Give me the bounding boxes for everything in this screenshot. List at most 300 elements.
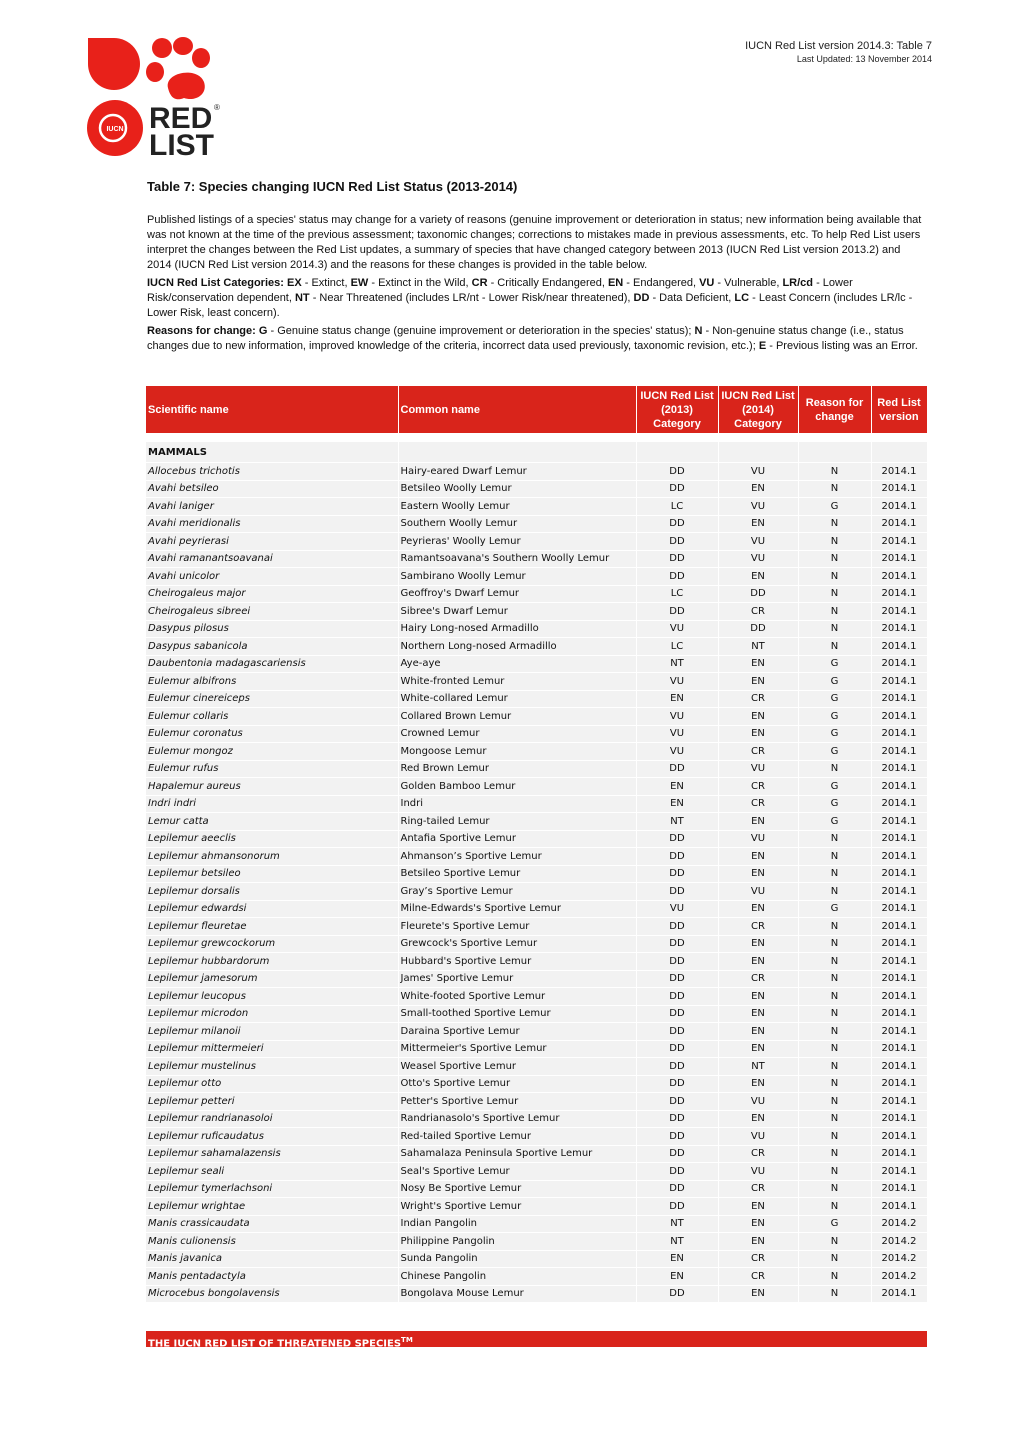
reason-cell: N	[798, 568, 871, 586]
category-2013-cell: DD	[636, 1285, 718, 1303]
category-2014-cell: CR	[718, 795, 798, 813]
version-cell: 2014.1	[871, 795, 927, 813]
common-name-cell: Petter's Sportive Lemur	[398, 1093, 636, 1111]
common-name-cell: Crowned Lemur	[398, 725, 636, 743]
category-2013-cell: DD	[636, 1180, 718, 1198]
category-2014-cell: EN	[718, 1005, 798, 1023]
scientific-name-cell: Lepilemur milanoii	[146, 1023, 398, 1041]
version-cell: 2014.1	[871, 1128, 927, 1146]
category-2014-cell: CR	[718, 918, 798, 936]
table-row	[146, 725, 927, 743]
scientific-name-cell: Lemur catta	[146, 813, 398, 831]
table-row	[146, 1198, 927, 1216]
reason-cell: G	[798, 690, 871, 708]
scientific-name-cell: Manis pentadactyla	[146, 1268, 398, 1286]
common-name-cell: Wright's Sportive Lemur	[398, 1198, 636, 1216]
version-cell: 2014.1	[871, 1040, 927, 1058]
category-2013-cell: DD	[636, 1163, 718, 1181]
scientific-name-cell: Avahi betsileo	[146, 480, 398, 498]
category-2013-cell: DD	[636, 1075, 718, 1093]
common-name-cell: Mongoose Lemur	[398, 743, 636, 761]
category-2014-cell: VU	[718, 550, 798, 568]
version-cell: 2014.1	[871, 603, 927, 621]
category-2014-cell: CR	[718, 690, 798, 708]
scientific-name-cell: Manis culionensis	[146, 1233, 398, 1251]
category-2014-cell: EN	[718, 813, 798, 831]
version-cell: 2014.1	[871, 585, 927, 603]
category-2014-cell: EN	[718, 935, 798, 953]
category-description: - Vulnerable,	[714, 277, 783, 289]
common-name-cell: Hairy Long-nosed Armadillo	[398, 620, 636, 638]
category-2013-cell: VU	[636, 620, 718, 638]
category-2013-cell: NT	[636, 1215, 718, 1233]
common-name-cell: Ring-tailed Lemur	[398, 813, 636, 831]
reason-cell: G	[798, 498, 871, 516]
table-row	[146, 900, 927, 918]
reason-cell: G	[798, 795, 871, 813]
version-cell: 2014.1	[871, 1163, 927, 1181]
category-2013-cell: DD	[636, 918, 718, 936]
category-2013-cell: DD	[636, 568, 718, 586]
scientific-name-cell: Eulemur coronatus	[146, 725, 398, 743]
table-row	[146, 1250, 927, 1268]
category-2014-cell: EN	[718, 1285, 798, 1303]
table-row	[146, 953, 927, 971]
category-2013-cell: DD	[636, 515, 718, 533]
version-cell: 2014.1	[871, 498, 927, 516]
version-cell: 2014.2	[871, 1250, 927, 1268]
reason-cell: N	[798, 953, 871, 971]
category-2014-cell: VU	[718, 760, 798, 778]
scientific-name-cell: Avahi peyrierasi	[146, 533, 398, 551]
table-row	[146, 1285, 927, 1303]
category-description: - Data Deficient,	[649, 292, 735, 304]
category-2013-cell: NT	[636, 1233, 718, 1251]
reason-cell: G	[798, 708, 871, 726]
scientific-name-cell: Lepilemur hubbardorum	[146, 953, 398, 971]
category-2013-cell: DD	[636, 848, 718, 866]
scientific-name-cell: Cheirogaleus major	[146, 585, 398, 603]
reason-cell: N	[798, 970, 871, 988]
reason-cell: N	[798, 1145, 871, 1163]
category-code: LR/cd	[782, 277, 814, 289]
version-cell: 2014.1	[871, 568, 927, 586]
common-name-cell: Hairy-eared Dwarf Lemur	[398, 463, 636, 481]
scientific-name-cell: Lepilemur dorsalis	[146, 883, 398, 901]
version-cell: 2014.1	[871, 953, 927, 971]
scientific-name-cell: Eulemur rufus	[146, 760, 398, 778]
table-row	[146, 1145, 927, 1163]
scientific-name-cell: Manis crassicaudata	[146, 1215, 398, 1233]
category-2013-cell: LC	[636, 585, 718, 603]
common-name-cell: White-footed Sportive Lemur	[398, 988, 636, 1006]
category-2014-cell: DD	[718, 585, 798, 603]
version-cell: 2014.1	[871, 883, 927, 901]
category-2014-cell: EN	[718, 1040, 798, 1058]
category-2013-cell: EN	[636, 778, 718, 796]
scientific-name-cell: Allocebus trichotis	[146, 463, 398, 481]
category-2014-cell: CR	[718, 1268, 798, 1286]
scientific-name-cell: Lepilemur mustelinus	[146, 1058, 398, 1076]
intro-text	[147, 213, 927, 357]
scientific-name-cell: Lepilemur grewcockorum	[146, 935, 398, 953]
category-2014-cell: CR	[718, 1180, 798, 1198]
table-row	[146, 865, 927, 883]
footer-banner	[146, 1331, 927, 1350]
category-description: - Extinct,	[301, 277, 351, 289]
category-2014-cell: EN	[718, 953, 798, 971]
version-cell: 2014.1	[871, 690, 927, 708]
common-name-cell: Philippine Pangolin	[398, 1233, 636, 1251]
category-2014-cell: EN	[718, 865, 798, 883]
category-2014-cell: VU	[718, 533, 798, 551]
category-2014-cell: EN	[718, 480, 798, 498]
version-cell: 2014.1	[871, 1093, 927, 1111]
scientific-name-cell: Lepilemur wrightae	[146, 1198, 398, 1216]
categories-legend	[147, 276, 927, 321]
category-description: - Lower Risk/conservation dependent,	[147, 277, 853, 304]
section-row	[146, 442, 927, 463]
reason-description: - Genuine status change (genuine improvement or deterioration in the species' status);	[267, 325, 695, 337]
category-2013-cell: DD	[636, 988, 718, 1006]
version-cell: 2014.1	[871, 1075, 927, 1093]
category-2014-cell: EN	[718, 1075, 798, 1093]
reason-cell: G	[798, 813, 871, 831]
category-2014-cell: CR	[718, 743, 798, 761]
table-row	[146, 1233, 927, 1251]
category-2014-cell: NT	[718, 1058, 798, 1076]
table-row	[146, 830, 927, 848]
common-name-cell: Geoffroy's Dwarf Lemur	[398, 585, 636, 603]
category-2013-cell: DD	[636, 970, 718, 988]
version-cell: 2014.2	[871, 1268, 927, 1286]
table-row	[146, 813, 927, 831]
scientific-name-cell: Lepilemur petteri	[146, 1093, 398, 1111]
scientific-name-cell: Lepilemur microdon	[146, 1005, 398, 1023]
reason-cell: G	[798, 778, 871, 796]
reason-cell: N	[798, 848, 871, 866]
table-row	[146, 918, 927, 936]
category-2013-cell: DD	[636, 1058, 718, 1076]
category-2014-cell: VU	[718, 1128, 798, 1146]
table-row	[146, 760, 927, 778]
common-name-cell: Collared Brown Lemur	[398, 708, 636, 726]
reason-code: N	[694, 325, 703, 337]
drop-shape	[88, 38, 140, 90]
table-row	[146, 935, 927, 953]
table-row	[146, 848, 927, 866]
common-name-cell: Seal's Sportive Lemur	[398, 1163, 636, 1181]
reason-cell: G	[798, 1215, 871, 1233]
common-name-cell: Weasel Sportive Lemur	[398, 1058, 636, 1076]
table-row	[146, 1075, 927, 1093]
category-2014-cell: EN	[718, 1215, 798, 1233]
reason-cell: N	[798, 988, 871, 1006]
category-2014-cell: EN	[718, 568, 798, 586]
common-name-cell: Sambirano Woolly Lemur	[398, 568, 636, 586]
version-cell: 2014.1	[871, 673, 927, 691]
version-cell: 2014.1	[871, 533, 927, 551]
table-row	[146, 970, 927, 988]
version-cell: 2014.1	[871, 830, 927, 848]
version-cell: 2014.1	[871, 463, 927, 481]
scientific-name-cell: Indri indri	[146, 795, 398, 813]
category-2013-cell: VU	[636, 725, 718, 743]
scientific-name-cell: Lepilemur betsileo	[146, 865, 398, 883]
trademark-mark: TM	[401, 1336, 413, 1344]
category-code: VU	[699, 277, 715, 289]
category-2014-cell: VU	[718, 498, 798, 516]
common-name-cell: James' Sportive Lemur	[398, 970, 636, 988]
common-name-cell: Grewcock's Sportive Lemur	[398, 935, 636, 953]
version-cell: 2014.1	[871, 515, 927, 533]
version-cell: 2014.1	[871, 620, 927, 638]
reason-cell: N	[798, 480, 871, 498]
category-2013-cell: DD	[636, 760, 718, 778]
scientific-name-cell: Lepilemur ruficaudatus	[146, 1128, 398, 1146]
reason-cell: N	[798, 463, 871, 481]
common-name-cell: Eastern Woolly Lemur	[398, 498, 636, 516]
category-2013-cell: DD	[636, 1023, 718, 1041]
category-2013-cell: NT	[636, 813, 718, 831]
category-2013-cell: DD	[636, 1198, 718, 1216]
scientific-name-cell: Hapalemur aureus	[146, 778, 398, 796]
red-list-logo-graphic	[86, 36, 226, 160]
common-name-cell: Betsileo Sportive Lemur	[398, 865, 636, 883]
paw-toe-2	[173, 37, 193, 55]
table-title: Table 7: Species changing IUCN Red List Status (2013-2014)	[147, 179, 518, 194]
version-cell: 2014.1	[871, 900, 927, 918]
species-status-table	[146, 386, 928, 1303]
table-row	[146, 533, 927, 551]
version-cell: 2014.1	[871, 655, 927, 673]
category-2013-cell: VU	[636, 900, 718, 918]
common-name-cell: Red Brown Lemur	[398, 760, 636, 778]
intro-paragraph: Published listings of a species' status may change for a variety of reasons (genuine improvement or deterioration in status; new information being available that was not known at the time of the previous assessment; taxonomic changes; corrections to mistakes made in previous assessments, etc. To help Red List users interpret the changes between the Red List updates, a summary of species that have changed category between 2013 (IUCN Red List version 2013.2) and 2014 (IUCN Red List version 2014.3) and the reasons for these changes is provided in the table below.	[147, 214, 922, 271]
category-2013-cell: NT	[636, 655, 718, 673]
category-2013-cell: DD	[636, 1005, 718, 1023]
table-row	[146, 743, 927, 761]
common-name-cell: Randrianasolo's Sportive Lemur	[398, 1110, 636, 1128]
paw-toe-4	[146, 62, 164, 82]
footer-text: THE IUCN RED LIST OF THREATENED SPECIES	[148, 1338, 402, 1350]
version-cell: 2014.1	[871, 1285, 927, 1303]
version-cell: 2014.1	[871, 1058, 927, 1076]
category-2014-cell: VU	[718, 883, 798, 901]
common-name-cell: Gray’s Sportive Lemur	[398, 883, 636, 901]
reason-cell: G	[798, 673, 871, 691]
category-2014-cell: CR	[718, 1145, 798, 1163]
version-cell: 2014.1	[871, 725, 927, 743]
category-2013-cell: VU	[636, 708, 718, 726]
table-row	[146, 550, 927, 568]
table-row	[146, 515, 927, 533]
reason-cell: N	[798, 1233, 871, 1251]
common-name-cell: Peyrieras' Woolly Lemur	[398, 533, 636, 551]
common-name-cell: Fleurete's Sportive Lemur	[398, 918, 636, 936]
reason-cell: N	[798, 1128, 871, 1146]
header-spacer-row	[146, 433, 927, 442]
common-name-cell: Golden Bamboo Lemur	[398, 778, 636, 796]
scientific-name-cell: Eulemur mongoz	[146, 743, 398, 761]
category-2014-cell: CR	[718, 778, 798, 796]
reasons-label: Reasons for change:	[147, 325, 256, 337]
reason-cell: G	[798, 725, 871, 743]
version-cell: 2014.1	[871, 865, 927, 883]
table-row	[146, 1023, 927, 1041]
reason-code: G	[258, 325, 268, 337]
category-2013-cell: LC	[636, 498, 718, 516]
category-2013-cell: DD	[636, 953, 718, 971]
table-row	[146, 480, 927, 498]
category-description: - Endangered,	[623, 277, 700, 289]
category-2014-cell: VU	[718, 830, 798, 848]
table-row	[146, 673, 927, 691]
scientific-name-cell: Eulemur collaris	[146, 708, 398, 726]
version-cell: 2014.1	[871, 743, 927, 761]
table-row	[146, 1040, 927, 1058]
version-cell: 2014.1	[871, 813, 927, 831]
common-name-cell: Bongolava Mouse Lemur	[398, 1285, 636, 1303]
reason-cell: N	[798, 585, 871, 603]
category-2013-cell: DD	[636, 533, 718, 551]
reason-cell: N	[798, 638, 871, 656]
category-2013-cell: VU	[636, 743, 718, 761]
category-2014-cell: EN	[718, 725, 798, 743]
scientific-name-cell: Lepilemur randrianasoloi	[146, 1110, 398, 1128]
table-header-row	[146, 386, 927, 433]
table-row	[146, 655, 927, 673]
paw-toe-3	[192, 48, 210, 68]
column-header: IUCN Red List (2014) Category	[718, 386, 798, 433]
version-cell: 2014.1	[871, 778, 927, 796]
scientific-name-cell: Lepilemur jamesorum	[146, 970, 398, 988]
category-2013-cell: DD	[636, 1110, 718, 1128]
reason-cell: N	[798, 760, 871, 778]
category-2013-cell: DD	[636, 1040, 718, 1058]
column-header: Reason for change	[798, 386, 871, 433]
reason-cell: N	[798, 935, 871, 953]
category-2013-cell: DD	[636, 883, 718, 901]
reason-cell: N	[798, 1005, 871, 1023]
scientific-name-cell: Avahi unicolor	[146, 568, 398, 586]
version-cell: 2014.1	[871, 1198, 927, 1216]
category-2014-cell: EN	[718, 988, 798, 1006]
common-name-cell: Northern Long-nosed Armadillo	[398, 638, 636, 656]
category-2013-cell: VU	[636, 673, 718, 691]
category-code: DD	[633, 292, 650, 304]
version-cell: 2014.2	[871, 1233, 927, 1251]
section-label: MAMMALS	[146, 442, 398, 463]
category-2013-cell: EN	[636, 795, 718, 813]
category-code: LC	[734, 292, 750, 304]
category-2013-cell: EN	[636, 1268, 718, 1286]
common-name-cell: Sahamalaza Peninsula Sportive Lemur	[398, 1145, 636, 1163]
common-name-cell: Betsileo Woolly Lemur	[398, 480, 636, 498]
table-row	[146, 690, 927, 708]
category-description: - Extinct in the Wild,	[368, 277, 472, 289]
reasons-legend	[147, 324, 927, 354]
reason-cell: N	[798, 1250, 871, 1268]
category-2014-cell: EN	[718, 708, 798, 726]
category-code: NT	[294, 292, 310, 304]
scientific-name-cell: Microcebus bongolavensis	[146, 1285, 398, 1303]
version-cell: 2014.1	[871, 1023, 927, 1041]
scientific-name-cell: Lepilemur tymerlachsoni	[146, 1180, 398, 1198]
common-name-cell: Otto's Sportive Lemur	[398, 1075, 636, 1093]
category-2014-cell: EN	[718, 655, 798, 673]
scientific-name-cell: Manis javanica	[146, 1250, 398, 1268]
category-2014-cell: EN	[718, 515, 798, 533]
version-cell: 2014.1	[871, 970, 927, 988]
scientific-name-cell: Daubentonia madagascariensis	[146, 655, 398, 673]
category-2014-cell: CR	[718, 603, 798, 621]
scientific-name-cell: Dasypus pilosus	[146, 620, 398, 638]
table-row	[146, 1110, 927, 1128]
table-row	[146, 498, 927, 516]
version-cell: 2014.1	[871, 1145, 927, 1163]
column-header: IUCN Red List (2013) Category	[636, 386, 718, 433]
version-cell: 2014.1	[871, 480, 927, 498]
common-name-cell: Small-toothed Sportive Lemur	[398, 1005, 636, 1023]
scientific-name-cell: Lepilemur mittermeieri	[146, 1040, 398, 1058]
category-code: CR	[471, 277, 488, 289]
table-row	[146, 568, 927, 586]
category-description: - Least Concern (includes LR/lc - Lower Risk, least concern).	[147, 292, 913, 319]
reason-cell: N	[798, 865, 871, 883]
version-cell: 2014.1	[871, 1005, 927, 1023]
category-description: - Critically Endangered,	[487, 277, 608, 289]
table-row	[146, 585, 927, 603]
common-name-cell: Chinese Pangolin	[398, 1268, 636, 1286]
common-name-cell: Aye-aye	[398, 655, 636, 673]
common-name-cell: Sibree's Dwarf Lemur	[398, 603, 636, 621]
scientific-name-cell: Lepilemur sahamalazensis	[146, 1145, 398, 1163]
reason-cell: N	[798, 1075, 871, 1093]
reason-cell: N	[798, 515, 871, 533]
category-2013-cell: EN	[636, 1250, 718, 1268]
reason-cell: N	[798, 603, 871, 621]
common-name-cell: Mittermeier's Sportive Lemur	[398, 1040, 636, 1058]
last-updated-date: Last Updated: 13 November 2014	[796, 54, 932, 64]
common-name-cell: Red-tailed Sportive Lemur	[398, 1128, 636, 1146]
category-2014-cell: EN	[718, 848, 798, 866]
scientific-name-cell: Cheirogaleus sibreei	[146, 603, 398, 621]
scientific-name-cell: Lepilemur leucopus	[146, 988, 398, 1006]
version-cell: 2014.1	[871, 935, 927, 953]
category-2014-cell: EN	[718, 1233, 798, 1251]
common-name-cell: Milne-Edwards's Sportive Lemur	[398, 900, 636, 918]
scientific-name-cell: Avahi meridionalis	[146, 515, 398, 533]
category-2013-cell: DD	[636, 480, 718, 498]
common-name-cell: Nosy Be Sportive Lemur	[398, 1180, 636, 1198]
reason-description: - Non-genuine status change (i.e., status changes due to new information, improved knowledge of the criteria, incorrect data used previously, taxonomic revision, etc.);	[147, 325, 904, 352]
table-row	[146, 988, 927, 1006]
column-header: Common name	[398, 386, 636, 433]
reason-cell: N	[798, 1040, 871, 1058]
category-2014-cell: EN	[718, 900, 798, 918]
reason-cell: N	[798, 1198, 871, 1216]
category-2014-cell: VU	[718, 463, 798, 481]
category-2014-cell: CR	[718, 970, 798, 988]
category-2014-cell: EN	[718, 1023, 798, 1041]
reason-cell: G	[798, 655, 871, 673]
reason-cell: N	[798, 918, 871, 936]
category-2013-cell: DD	[636, 550, 718, 568]
reason-cell: G	[798, 743, 871, 761]
category-2014-cell: VU	[718, 1163, 798, 1181]
common-name-cell: Sunda Pangolin	[398, 1250, 636, 1268]
